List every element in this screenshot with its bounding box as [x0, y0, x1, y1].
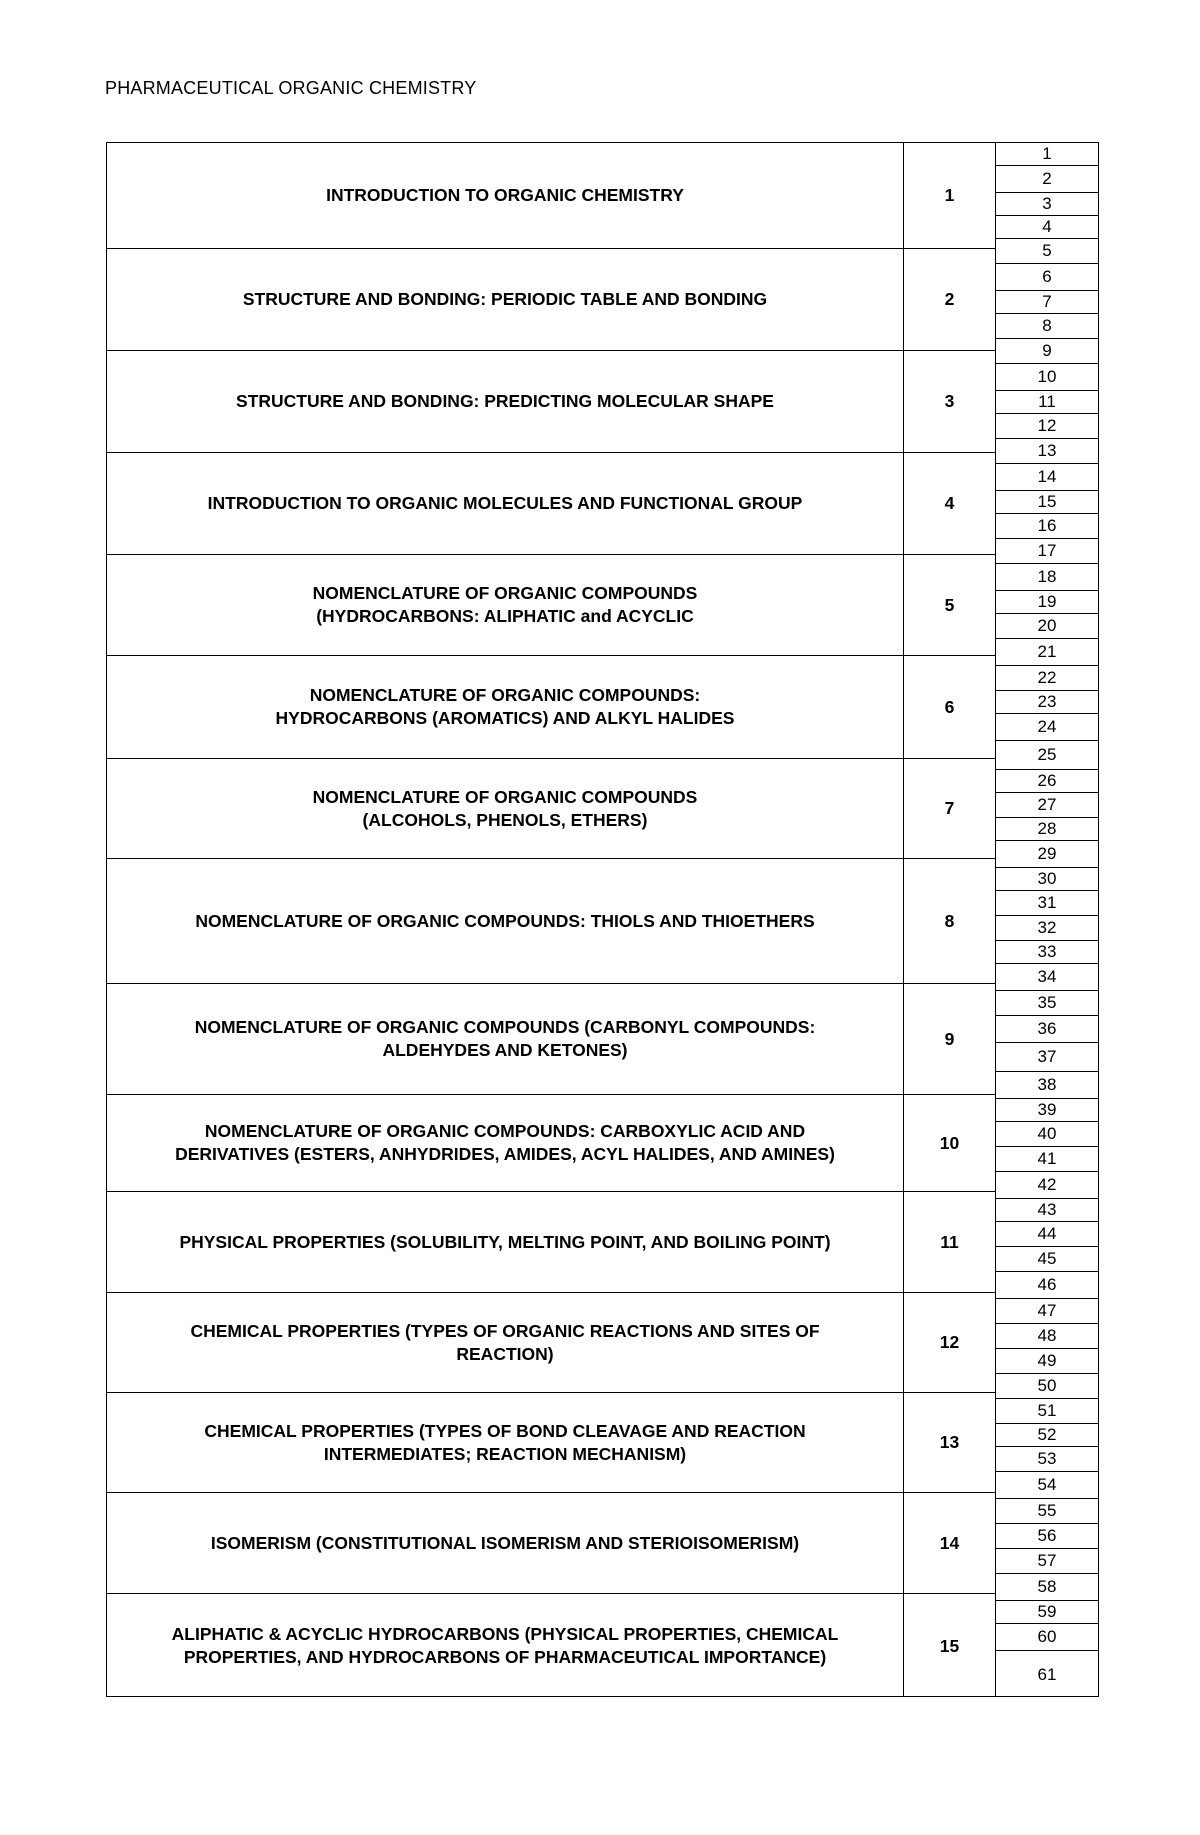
topic-title: PHYSICAL PROPERTIES (SOLUBILITY, MELTING POINT, AND BOILING POINT) — [179, 1231, 831, 1252]
topic-row — [107, 143, 903, 249]
topic-row — [107, 1493, 903, 1594]
page-number-cell: 2 — [996, 166, 1098, 193]
topic-title: ISOMERISM (CONSTITUTIONAL ISOMERISM AND STERIOISOMERISM) — [210, 1532, 800, 1553]
topic-number: 4 — [904, 453, 995, 555]
topic-row — [107, 656, 903, 759]
topic-number: 3 — [904, 351, 995, 453]
topic-title: NOMENCLATURE OF ORGANIC COMPOUNDS (ALCOHOLS, PHENOLS, ETHERS) — [312, 786, 698, 830]
page-number-cell: 34 — [996, 964, 1098, 991]
topic-title: INTRODUCTION TO ORGANIC MOLECULES AND FUNCTIONAL GROUP — [207, 493, 803, 513]
page-number-cell: 50 — [996, 1374, 1098, 1399]
page-number-cell: 10 — [996, 364, 1098, 391]
page-number-cell: 48 — [996, 1324, 1098, 1349]
topic-row — [107, 249, 903, 351]
topic-number: 7 — [904, 759, 995, 859]
page-number-cell: 14 — [996, 464, 1098, 491]
page-number-cell: 49 — [996, 1349, 1098, 1374]
page-number-cell: 32 — [996, 916, 1098, 941]
topic-row — [107, 555, 903, 656]
page-number-cell: 45 — [996, 1247, 1098, 1272]
page-number-cell: 55 — [996, 1499, 1098, 1524]
topic-number: 2 — [904, 249, 995, 351]
page-number-cell: 17 — [996, 539, 1098, 564]
topic-row — [107, 453, 903, 555]
page-number-cell: 60 — [996, 1624, 1098, 1651]
page-number-cell: 42 — [996, 1172, 1098, 1199]
topic-title: NOMENCLATURE OF ORGANIC COMPOUNDS: HYDROCARBONS (AROMATICS) AND ALKYL HALIDES — [275, 685, 735, 728]
page-number-cell: 61 — [1037, 1664, 1057, 1684]
page-number-cell: 46 — [996, 1272, 1098, 1299]
page-number-cell: 53 — [996, 1447, 1098, 1472]
topic-title: STRUCTURE AND BONDING: PREDICTING MOLECULAR SHAPE — [236, 391, 774, 411]
page-number-cell: 36 — [996, 1016, 1098, 1043]
topic-title: NOMENCLATURE OF ORGANIC COMPOUNDS: CARBOXYLIC ACID AND DERIVATIVES (ESTERS, ANHYDRIDES, AMIDES, ACYL HALIDES, AND AMINES) — [175, 1121, 835, 1164]
page-number-cell: 26 — [996, 770, 1098, 793]
topic-title: NOMENCLATURE OF ORGANIC COMPOUNDS (CARBONYL COMPOUNDS: ALDEHYDES AND KETONES) — [194, 1017, 816, 1060]
topic-row — [107, 759, 903, 859]
topic-row — [107, 351, 903, 453]
page-number-cell: 1 — [996, 143, 1098, 166]
page-number-cell: 5 — [996, 239, 1098, 264]
page-number-cell: 23 — [996, 691, 1098, 714]
page-number-cell: 35 — [996, 991, 1098, 1016]
topic-title: ALIPHATIC & ACYCLIC HYDROCARBONS (PHYSICAL PROPERTIES, CHEMICAL PROPERTIES, AND HYDROCARBONS OF PHARMACEUTICAL IMPORTANCE) — [171, 1624, 839, 1667]
page-number-cell: 9 — [996, 339, 1098, 364]
topic-number-column — [904, 142, 995, 1697]
page-number-cell: 12 — [996, 414, 1098, 439]
topic-number: 10 — [904, 1095, 995, 1192]
topic-number: 15 — [939, 1635, 960, 1656]
topic-title: CHEMICAL PROPERTIES (TYPES OF ORGANIC REACTIONS AND SITES OF REACTION) — [190, 1320, 820, 1364]
page-number-cell: 8 — [996, 314, 1098, 339]
page-number-cell: 27 — [996, 793, 1098, 818]
topic-number: 8 — [904, 859, 995, 984]
page-number-cell: 43 — [996, 1199, 1098, 1222]
page-number-cell: 18 — [996, 564, 1098, 591]
topic-number: 12 — [904, 1293, 995, 1393]
topic-number: 13 — [904, 1393, 995, 1493]
page-number-cell: 22 — [996, 666, 1098, 691]
topic-title: NOMENCLATURE OF ORGANIC COMPOUNDS: THIOLS AND THIOETHERS — [195, 910, 815, 931]
page-number-cell: 19 — [996, 591, 1098, 614]
page-number-cell: 47 — [996, 1299, 1098, 1324]
topic-number: 5 — [904, 555, 995, 656]
topic-title: CHEMICAL PROPERTIES (TYPES OF BOND CLEAVAGE AND REACTION INTERMEDIATES; REACTION MECHANISM) — [204, 1420, 806, 1464]
page-number-cell: 11 — [996, 391, 1098, 414]
page-number-cell: 24 — [996, 714, 1098, 741]
topic-row — [107, 1393, 903, 1493]
topic-row — [107, 1095, 903, 1192]
page-number-cell: 41 — [996, 1147, 1098, 1172]
topic-row — [107, 984, 903, 1095]
page-number-cell: 58 — [996, 1574, 1098, 1601]
page-number-cell: 38 — [996, 1072, 1098, 1099]
topic-number: 14 — [904, 1493, 995, 1594]
page-number-cell: 21 — [996, 639, 1098, 666]
topic-number: 11 — [904, 1192, 995, 1293]
topic-title: STRUCTURE AND BONDING: PERIODIC TABLE AND BONDING — [242, 289, 768, 309]
page-number-cell: 4 — [996, 216, 1098, 239]
page-number-column — [995, 142, 1099, 1697]
topic-row — [107, 1594, 903, 1698]
page-number-cell: 31 — [996, 891, 1098, 916]
page-number-cell: 13 — [996, 439, 1098, 464]
page-number-cell: 3 — [996, 193, 1098, 216]
topic-number: 9 — [904, 984, 995, 1095]
page-number-cell: 37 — [996, 1043, 1098, 1072]
page-number-cell: 30 — [996, 868, 1098, 891]
page-number-cell: 54 — [996, 1472, 1098, 1499]
page-number-cell: 51 — [996, 1399, 1098, 1424]
topic-row — [107, 1293, 903, 1393]
page-number-cell: 16 — [996, 514, 1098, 539]
topic-title: NOMENCLATURE OF ORGANIC COMPOUNDS (HYDROCARBONS: ALIPHATIC and ACYCLIC — [312, 583, 698, 626]
page-number-cell: 52 — [996, 1424, 1098, 1447]
topic-row — [107, 1192, 903, 1293]
page-number-cell: 33 — [996, 941, 1098, 964]
topic-title: INTRODUCTION TO ORGANIC CHEMISTRY — [326, 185, 684, 205]
topic-number: 6 — [904, 656, 995, 759]
page-number-cell: 57 — [996, 1549, 1098, 1574]
page-number-cell: 20 — [996, 614, 1098, 639]
page-number-cell: 15 — [996, 491, 1098, 514]
page-number-cell: 59 — [996, 1601, 1098, 1624]
page-number-cell: 7 — [996, 291, 1098, 314]
document-title: PHARMACEUTICAL ORGANIC CHEMISTRY — [105, 78, 477, 98]
topic-row — [107, 859, 903, 984]
page-number-cell: 6 — [996, 264, 1098, 291]
page-number-cell: 29 — [996, 841, 1098, 868]
page-number-cell: 56 — [996, 1524, 1098, 1549]
page-number-cell: 40 — [996, 1122, 1098, 1147]
page-number-cell: 28 — [996, 818, 1098, 841]
page-number-cell: 44 — [996, 1222, 1098, 1247]
page-number-cell: 39 — [996, 1099, 1098, 1122]
page-number-cell: 25 — [996, 741, 1098, 770]
topics-table — [106, 142, 904, 1697]
topic-number: 1 — [904, 143, 995, 249]
